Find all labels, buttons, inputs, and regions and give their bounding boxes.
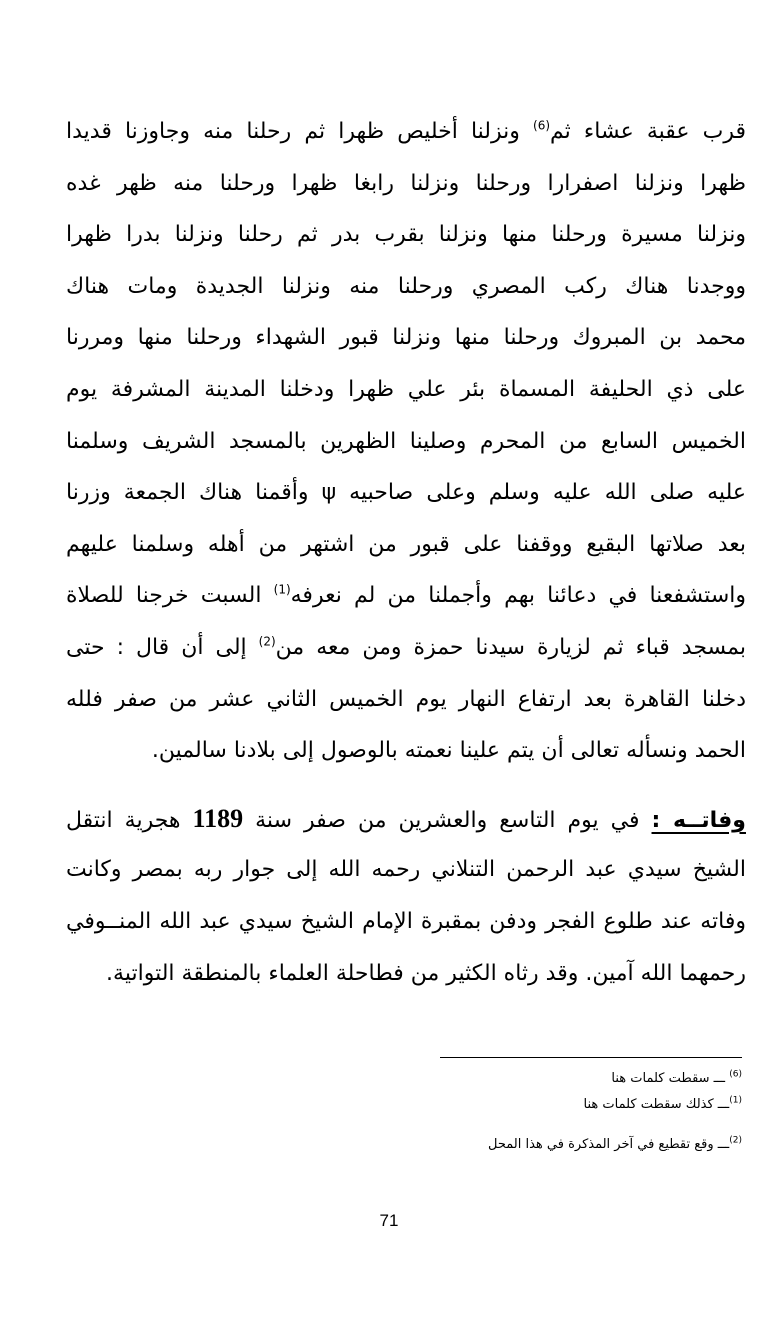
main-text [66,106,746,999]
footnote-mark: (6) [729,1069,742,1080]
footnote-ref-2[interactable]: (2) [258,634,276,649]
footnote-6 [322,1066,742,1092]
text-line-1: قرب عقبة عشاء ثم$^{(6)}$ ونزلنا أخليص ظهرا ثم رحلنا منه وجاوزنا قديدا [66,118,746,144]
text-line-4: ووجدنا هناك ركب المصري ورحلنا منه ونزلنا الجديدة ومات هناك [66,273,746,299]
death-line-4: رحمهما الله آمين. وقد رثاه الكثير من فطاحلة العلماء بالمنطقة التواتية. [106,960,746,986]
footnote-separator [440,1057,742,1058]
footnote-text: ـــ كذلك سقطت كلمات هنا [583,1097,730,1112]
text-line-13: الحمد ونسأله تعالى أن يتم علينا نعمته بالوصول إلى بلادنا سالمين. [151,738,746,764]
text-line-6: على ذي الحليفة المسماة بئر علي ظهرا ودخلنا المدينة المشرفة يوم [66,376,746,402]
text-line-3: ونزلنا مسيرة ورحلنا منها ونزلنا بقرب بدر ثم رحلنا ونزلنا بدرا ظهرا [66,222,746,248]
page-number: 71 [379,1211,399,1230]
footnote-mark: (2) [729,1135,742,1146]
text-line-11: بمسجد قباء ثم لزيارة سيدنا حمزة ومن معه من$^{(2)}$ إلى أن قال : حتى [66,634,746,660]
death-year: 1189 [192,803,244,833]
text-line-2: ظهرا ونزلنا اصفرارا ورحلنا ونزلنا رابغا ظهرا ورحلنا منه ظهر غده [66,170,746,196]
footnote-text: ـــ وقع تقطيع في آخر المذكرة في هذا المحل [488,1137,730,1152]
footnote-2 [322,1132,742,1158]
text-line-5: محمد بن المبروك ورحلنا منها ونزلنا قبور الشهداء ورحلنا منها ومررنا [66,325,746,351]
death-line-2: الشيخ سيدي عبد الرحمن التنلاني رحمه الله إلى جوار ربه بمصر وكانت [66,857,746,883]
footnote-1 [322,1092,742,1118]
footnote-ref-1[interactable]: (1) [273,583,291,598]
text-line-8: عليه صلى الله عليه وسلم وعلى صاحبيه ψ وأقمنا هناك الجمعة وزرنا [66,480,746,506]
death-heading: وفاتــه : [651,807,746,833]
footnote-mark: (1) [729,1095,742,1106]
text-line-10: واستشفعنا في دعائنا بهم وأجملنا من لم نعرفه$^{(1)}$ السبت خرجنا للصلاة [66,583,746,609]
text-line-9: بعد صلاتها البقيع ووقفنا على قبور من اشتهر من أهله وسلمنا عليهم [66,531,746,557]
footnotes [322,1066,742,1158]
text-line-12: دخلنا القاهرة بعد ارتفاع النهار يوم الخميس الثاني عشر من صفر فلله [66,686,746,712]
footnote-text: ـــ سقطت كلمات هنا [611,1071,726,1086]
footnote-ref-6[interactable]: (6) [533,118,551,133]
paragraph-gap [66,777,746,793]
death-line-1: وفاتــه : في يوم التاسع والعشرين من صفر سنة 1189 هجرية انتقل [66,803,746,833]
death-line-3: وفاته عند طلوع الفجر ودفن بمقبرة الإمام الشيخ سيدي عبد الله المنــوفي [66,908,746,934]
text-line-7: الخميس السابع من المحرم وصلينا الظهرين بالمسجد الشريف وسلمنا [66,428,746,454]
